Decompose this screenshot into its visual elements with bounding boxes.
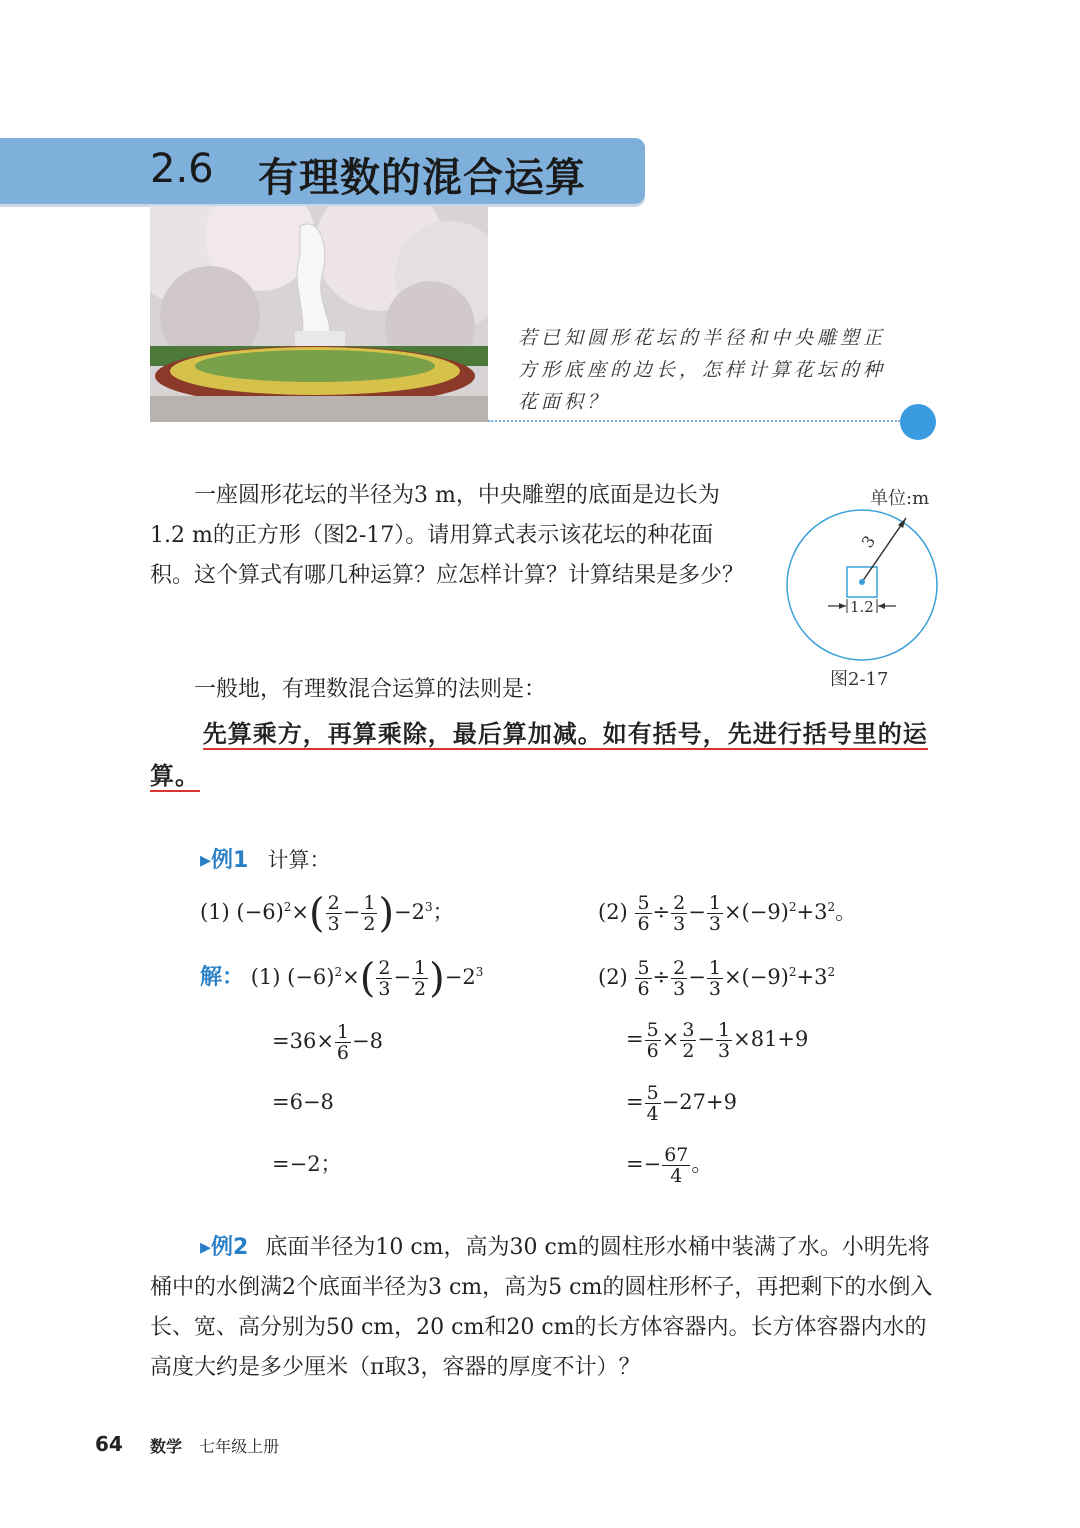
- example2-paragraph: [150, 1228, 940, 1388]
- solution-2-label: (2): [598, 965, 628, 989]
- section-title: 有理数的混合运算: [258, 155, 586, 201]
- page-number: 64: [95, 1432, 123, 1456]
- section-number: 2.6: [150, 146, 214, 192]
- book-info: [150, 1434, 279, 1457]
- figure-radius: [862, 518, 906, 582]
- figure-radius-label: 3: [857, 532, 880, 552]
- figure-unit: 单位:m: [870, 488, 930, 509]
- dotted-divider: [488, 420, 900, 422]
- book-title: 数学: [150, 1437, 183, 1456]
- example2-label: ▸例2: [200, 1235, 249, 1260]
- solution-1-step3: =−2；: [272, 1152, 342, 1176]
- problem-1-label: (1): [200, 900, 230, 924]
- figure-side-label: 1.2: [850, 598, 874, 616]
- example1-heading: [200, 840, 330, 880]
- photo-caption: 若已知圆形花坛的半径和中央雕塑正方形底座的边长，怎样计算花坛的种花面积？: [518, 327, 887, 413]
- solution-label: 解：: [200, 965, 245, 990]
- solution-2-line1: (2) $\frac{5}{6}$ ÷ $\frac{2}{3}$ − $\frac{1}{3}$ $\times(-9)^2+3^2$: [598, 957, 836, 1000]
- solution-1-label: (1): [250, 965, 281, 989]
- solution-1-line1: 解： (1) $(-6)^2\times$( $\frac{2}{3}$ − $\frac{1}{2}$ )$-2^3$: [200, 955, 484, 1002]
- solution-2-step1: = $\frac{5}{6}$ × $\frac{3}{2}$ − $\frac{1}{3}$ ×81+9: [626, 1019, 809, 1062]
- blue-dot-decoration: [900, 404, 936, 440]
- rule-intro: 一般地，有理数混合运算的法则是：: [194, 677, 547, 702]
- solution-2-step2: = $\frac{5}{4}$ −27+9: [626, 1082, 737, 1125]
- problem-1: (1) $(-6)^2\times$( $\frac{2}{3}$ − $\frac{1}{2}$ )$-2^3$；: [200, 890, 454, 937]
- figure-caption: 图2-17: [830, 669, 889, 690]
- solution-2-step3: =− $\frac{67}{4}$ 。: [626, 1144, 713, 1187]
- book-grade: 七年级上册: [199, 1437, 280, 1456]
- example1-label: ▸例1: [200, 848, 249, 873]
- flowerbed-photo: [150, 206, 488, 422]
- intro-paragraph: 一座圆形花坛的半径为3 m，中央雕塑的底面是边长为1.2 m的正方形（图2-17）。请用算式表示该花坛的种花面积。这个算式有哪几种运算？应怎样计算？计算结果是多少？: [150, 483, 745, 588]
- rule-statement: [150, 713, 940, 797]
- problem-2-label: (2): [598, 900, 628, 924]
- figure-2-17: [782, 505, 942, 665]
- example2-text: 底面半径为10 cm，高为30 cm的圆柱形水桶中装满了水。小明先将桶中的水倒满2个底面半径为3 cm，高为5 cm的圆柱形杯子，再把剩下的水倒入长、宽、高分别为50 cm，20 cm和20 cm的长方体容器内。长方体容器内水的高度大约是多少厘米（π取3，容器的厚度不计）？: [150, 1235, 933, 1380]
- rule-text: 先算乘方，再算乘除，最后算加减。如有括号，先进行括号里的运算。: [150, 720, 928, 790]
- solution-1-step2: =6−8: [272, 1090, 334, 1114]
- problem-2: (2) $\frac{5}{6}$ ÷ $\frac{2}{3}$ − $\frac{1}{3}$ $\times(-9)^2+3^2$。: [598, 892, 857, 935]
- example1-prompt: 计算：: [267, 848, 331, 872]
- solution-1-step1: =36× $\frac{1}{6}$ −8: [272, 1021, 383, 1064]
